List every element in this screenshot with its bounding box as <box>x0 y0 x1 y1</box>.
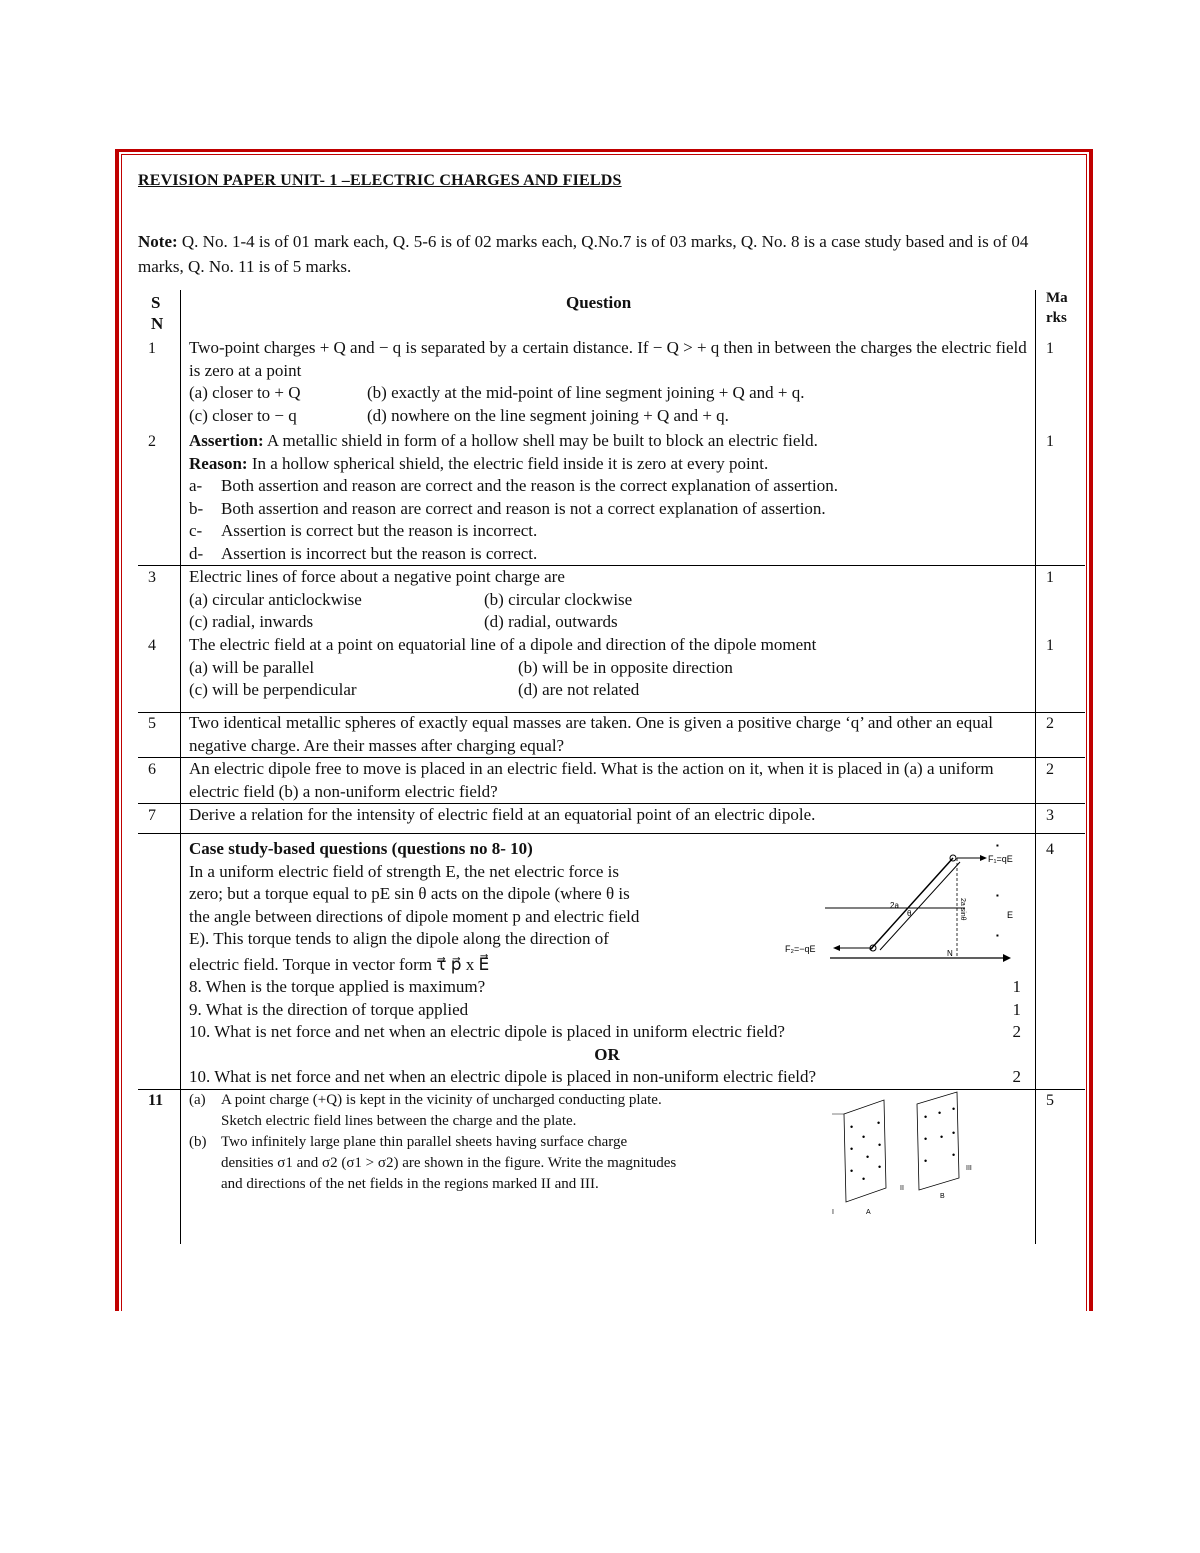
q1-number: 1 <box>148 340 156 357</box>
fig-region-ii: II <box>900 1185 904 1192</box>
q11-a-line-1: A point charge (+Q) is kept in the vicinity of uncharged conducting plate. <box>221 1092 662 1108</box>
q3-option-c: (c) radial, inwards <box>189 612 314 631</box>
q11-b-line-3: and directions of the net fields in the regions marked II and III. <box>221 1176 599 1192</box>
case-para-line-4: E). This torque tends to align the dipole along the direction of <box>189 929 609 948</box>
q2-assertion: A metallic shield in form of a hollow shell may be built to block an electric field. <box>263 431 818 450</box>
case-para-line-5: electric field. Torque in vector form τ⃗ p⃗ x E⃗ <box>189 954 490 974</box>
q11-a-key: (a) <box>189 1092 206 1108</box>
q2-reason-label: Reason: <box>189 453 248 473</box>
fig-n-label: N <box>947 949 953 958</box>
q11-marks: 5 <box>1046 1092 1054 1109</box>
q6-text: An electric dipole free to move is placed in an electric field. What is the action on it, when it is placed in (a) a uniform electric field (b) a non-uniform electric field? <box>189 759 994 801</box>
q4-number: 4 <box>148 637 156 654</box>
q2-option-a-key: a- <box>189 476 203 495</box>
fig-sheet-b: B <box>940 1193 945 1200</box>
q11-number: 11 <box>148 1092 164 1109</box>
case-or: OR <box>594 1044 620 1064</box>
q1-option-c: (c) closer to − q <box>189 405 297 425</box>
q2-option-d-key: d- <box>189 543 204 563</box>
table-hline-case <box>138 833 1085 834</box>
svg-text:•: • <box>938 1108 942 1118</box>
case-q9: 9. What is the direction of torque applied <box>189 999 469 1019</box>
svg-text:•: • <box>878 1162 882 1172</box>
svg-text:•: • <box>924 1134 928 1144</box>
case-q10b: 10. What is net force and net when an electric dipole is placed in non-uniform electric field? <box>189 1067 817 1086</box>
svg-text:▪: ▪ <box>996 931 999 940</box>
fig-region-iii: III <box>966 1165 972 1172</box>
note-paragraph <box>138 229 1063 279</box>
q4-option-b: (b) will be in opposite direction <box>518 657 733 677</box>
q2-marks: 1 <box>1046 433 1054 450</box>
case-para-line-2: zero; but a torque equal to pE sin θ acts on the dipole (where θ is <box>189 884 630 903</box>
header-sn-2: N <box>151 314 164 333</box>
q11-a-line-2: Sketch electric field lines between the charge and the plate. <box>221 1113 577 1129</box>
q1-option-b: (b) exactly at the mid-point of line segment joining + Q and + q. <box>367 383 805 402</box>
q1-block <box>189 337 1029 427</box>
svg-text:•: • <box>952 1104 956 1114</box>
q4-option-c: (c) will be perpendicular <box>189 680 357 699</box>
svg-text:•: • <box>940 1132 944 1142</box>
case-heading: Case study-based questions (questions no 8- 10) <box>189 839 533 858</box>
fig-e-label: E <box>1007 910 1014 920</box>
svg-text:•: • <box>862 1174 866 1184</box>
q2-option-c-key: c- <box>189 521 203 540</box>
q1-marks: 1 <box>1046 340 1054 357</box>
q1-option-d: (d) nowhere on the line segment joining + Q and + q. <box>367 405 729 425</box>
q2-option-d: Assertion is incorrect but the reason is correct. <box>221 543 538 563</box>
case-q8: 8. When is the torque applied is maximum? <box>189 977 486 996</box>
q7-number: 7 <box>148 807 156 824</box>
svg-text:•: • <box>866 1152 870 1162</box>
q6-number: 6 <box>148 761 156 778</box>
q3-option-b: (b) circular clockwise <box>484 589 633 609</box>
q2-option-a: Both assertion and reason are correct and the reason is the correct explanation of assertion. <box>221 476 838 495</box>
q5-number: 5 <box>148 715 156 732</box>
header-sn-1: S <box>151 293 161 312</box>
case-q10b-marks: 2 <box>1012 1067 1021 1086</box>
svg-text:•: • <box>952 1128 956 1138</box>
svg-text:•: • <box>850 1144 854 1154</box>
svg-text:•: • <box>952 1150 956 1160</box>
case-marks: 4 <box>1046 841 1054 858</box>
fig-theta-label: θ <box>907 909 912 918</box>
svg-text:•: • <box>862 1132 866 1142</box>
header-question: Question <box>566 293 632 312</box>
header-marks-2: rks <box>1046 310 1067 326</box>
q2-block <box>189 430 1029 565</box>
charged-sheets-figure <box>832 1090 982 1220</box>
q11-b-line-2: densities σ1 and σ2 (σ1 > σ2) are shown in the figure. Write the magnitudes <box>221 1155 677 1171</box>
q3-block <box>189 566 1029 634</box>
table-vline-right <box>1035 290 1036 1244</box>
note-text: Q. No. 1-4 is of 01 mark each, Q. 5-6 is of 02 marks each, Q.No.7 is of 03 marks, Q. No. 8 is a case study based and is of 04 marks, Q. No. 11 is of 5 marks. <box>138 232 1029 276</box>
dipole-torque-figure <box>785 838 1020 968</box>
q3-number: 3 <box>148 569 156 586</box>
q7-marks: 3 <box>1046 807 1054 824</box>
q5-text: Two identical metallic spheres of exactly equal masses are taken. One is given a positive charge ‘q’ and other an equal negative charge. Are their masses after charging equal? <box>189 713 993 755</box>
fig-2a-label: 2a <box>890 901 899 910</box>
q7-text: Derive a relation for the intensity of electric field at an equatorial point of an electric dipole. <box>189 805 816 824</box>
q2-reason: In a hollow spherical shield, the electric field inside it is zero at every point. <box>247 453 769 473</box>
note-label: Note: <box>138 232 178 251</box>
fig-sheet-a: A <box>866 1209 871 1216</box>
case-q9-marks: 1 <box>1012 999 1021 1019</box>
q2-option-b-key: b- <box>189 498 204 518</box>
fig-side-label: 2a sinθ <box>959 898 966 921</box>
q3-marks: 1 <box>1046 569 1054 586</box>
table-vline-left <box>180 290 181 1244</box>
q6-marks: 2 <box>1046 761 1054 778</box>
fig-region-i: I <box>832 1209 834 1216</box>
svg-text:•: • <box>850 1166 854 1176</box>
q4-block <box>189 634 1029 702</box>
svg-text:•: • <box>877 1118 881 1128</box>
q11-b-line-1: Two infinitely large plane thin parallel sheets having surface charge <box>221 1134 628 1150</box>
q2-option-c: Assertion is correct but the reason is incorrect. <box>221 521 538 540</box>
svg-text:▪: ▪ <box>996 841 999 850</box>
svg-text:▪: ▪ <box>996 891 999 900</box>
q2-number: 2 <box>148 433 156 450</box>
svg-text:•: • <box>924 1112 928 1122</box>
q2-option-b: Both assertion and reason are correct and reason is not a correct explanation of assertion. <box>221 498 826 518</box>
fig-f1-label: F₁=qE <box>988 854 1013 864</box>
case-q10: 10. What is net force and net when an electric dipole is placed in uniform electric field? <box>189 1022 785 1041</box>
q4-text: The electric field at a point on equatorial line of a dipole and direction of the dipole moment <box>189 635 817 654</box>
svg-text:•: • <box>924 1156 928 1166</box>
q3-text: Electric lines of force about a negative point charge are <box>189 567 565 586</box>
q3-option-a: (a) circular anticlockwise <box>189 589 362 609</box>
q5-marks: 2 <box>1046 715 1054 732</box>
header-marks-1: Ma <box>1046 290 1068 306</box>
case-para-line-3: the angle between directions of dipole moment p and electric field <box>189 906 640 926</box>
q3-option-d: (d) radial, outwards <box>484 612 618 631</box>
q11-block <box>189 1090 829 1195</box>
q2-assertion-label: Assertion: <box>189 431 264 450</box>
svg-text:•: • <box>878 1140 882 1150</box>
q1-text: Two-point charges + Q and − q is separated by a certain distance. If − Q > + q then in between the charges the electric field is zero at a point <box>189 338 1027 380</box>
q1-option-a: (a) closer to + Q <box>189 383 301 402</box>
case-q10-marks: 2 <box>1012 1022 1021 1041</box>
case-q8-marks: 1 <box>1012 977 1021 996</box>
q4-option-d: (d) are not related <box>518 680 640 699</box>
case-para-line-1: In a uniform electric field of strength E, the net electric force is <box>189 861 620 881</box>
fig-f2-label: F₂=−qE <box>785 944 816 954</box>
q4-option-a: (a) will be parallel <box>189 657 315 677</box>
page-title: REVISION PAPER UNIT- 1 –ELECTRIC CHARGES AND FIELDS <box>138 172 622 189</box>
q4-marks: 1 <box>1046 637 1054 654</box>
q11-b-key: (b) <box>189 1134 207 1150</box>
svg-text:•: • <box>850 1122 854 1132</box>
